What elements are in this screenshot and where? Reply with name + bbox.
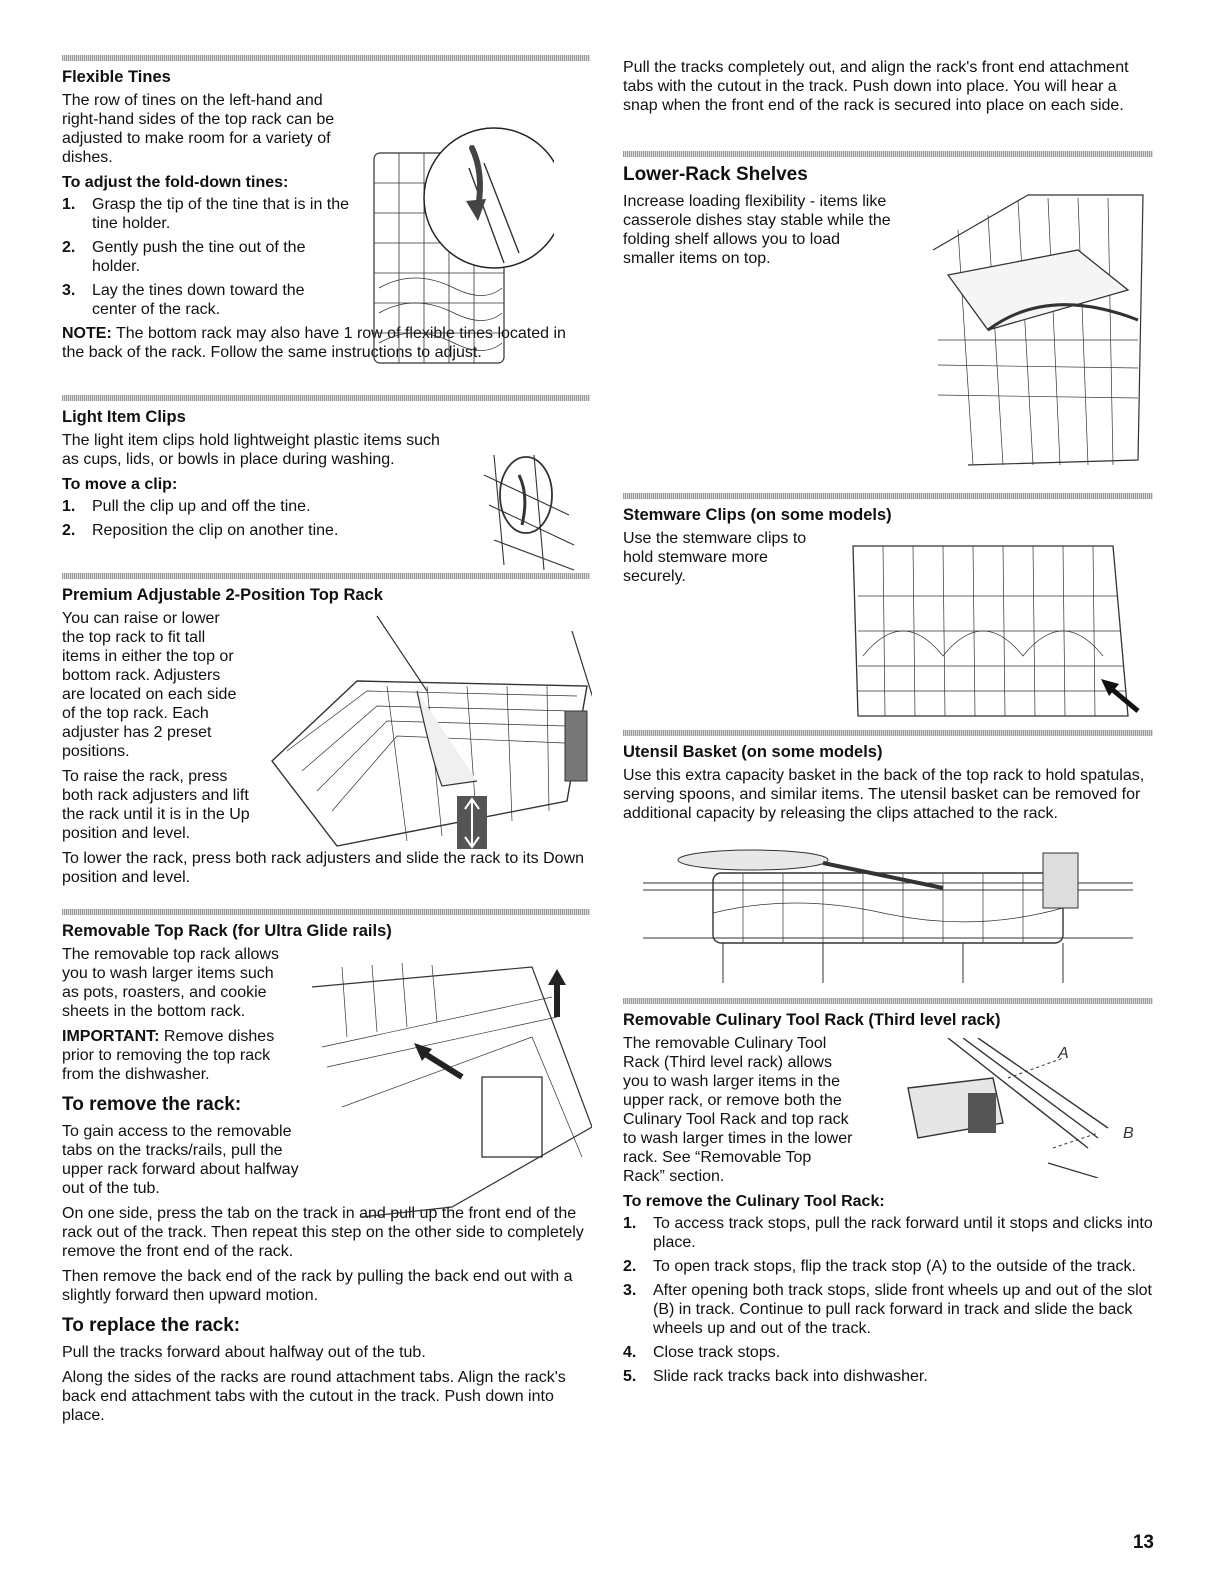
- intro-text: The row of tines on the left-hand and right-hand sides of the top rack can be adjusted to make room for a variety of dishes.: [62, 92, 335, 166]
- paragraph-align-front: Pull the tracks completely out, and align the rack's front end attachment tabs with the cutout in the track. Push down into place. You will hear a snap when the front end of the rack is secured into place on each side.: [623, 59, 1129, 114]
- paragraph-press-tab: On one side, press the tab on the track in and pull up the front end of the rack out of the track. Then repeat this step on the other side to completely remove the front end of the rack.: [62, 1205, 584, 1260]
- list-item: 4. Close track stops.: [623, 1344, 781, 1361]
- section-utensil-basket: [623, 730, 1153, 829]
- page-number: 13: [1132, 1532, 1154, 1553]
- remove-heading: To remove the rack:: [62, 1094, 242, 1115]
- track-stop-illustration: [898, 1038, 1138, 1178]
- paragraph-raise: To raise the rack, press both rack adjusters and lift the rack until it is in the Up position and level.: [62, 768, 250, 842]
- list-item: 3. Lay the tines down toward the center of the rack.: [62, 282, 305, 318]
- section-title: Stemware Clips (on some models): [623, 506, 892, 524]
- replace-heading: To replace the rack:: [62, 1315, 241, 1336]
- subtitle: To move a clip:: [62, 476, 178, 493]
- paragraph-access: To gain access to the removable tabs on the tracks/rails, pull the upper rack forward about halfway out of the tub.: [62, 1123, 299, 1197]
- tines-illustration: [354, 113, 554, 378]
- paragraph-culinary: The removable Culinary Tool Rack (Third level rack) allows you to wash larger items in the upper rack, or remove both the Culinary Tool Rack and top rack to wash larger times in the lower rack. See “Removable Top Rack” section.: [623, 1035, 853, 1185]
- label-a: A: [1058, 1045, 1069, 1062]
- section-title: Removable Culinary Tool Rack (Third level rack): [623, 1011, 1001, 1029]
- paragraph-pull-tracks: Pull the tracks forward about halfway out of the tub.: [62, 1344, 426, 1361]
- paragraph-utensil: Use this extra capacity basket in the back of the top rack to hold spatulas, serving spoons, and similar items. The utensil basket can be removed for additional capacity by releasing the clips attached to the rack.: [623, 767, 1145, 822]
- note-text: NOTE: The bottom rack may also have 1 row of flexible tines located in the back of the rack. Follow the same instructions to adjust.: [62, 325, 566, 361]
- label-b: B: [1123, 1125, 1134, 1142]
- list-item: 2. Gently push the tine out of the holder.: [62, 239, 306, 275]
- removable-rack-illustration: [302, 957, 592, 1227]
- paragraph-adjust: You can raise or lower the top rack to fit tall items in either the top or bottom rack. Adjusters are located on each side of the top rack. Each adjuster has 2 preset positions.: [62, 610, 237, 760]
- list-item: 1. Grasp the tip of the tine that is in the tine holder.: [62, 196, 350, 232]
- paragraph-shelves: Increase loading flexibility - items like casserole dishes stay stable while the folding shelf allows you to load smaller items on top.: [623, 193, 891, 267]
- section-divider: [62, 395, 590, 401]
- list-item: 1. To access track stops, pull the rack forward until it stops and clicks into place.: [623, 1215, 1153, 1251]
- section-divider: [623, 998, 1153, 1004]
- section-divider: [623, 151, 1153, 157]
- section-title: Light Item Clips: [62, 408, 186, 426]
- paragraph-stemware: Use the stemware clips to hold stemware more securely.: [623, 530, 807, 585]
- important-text: IMPORTANT: Remove dishes prior to removing the top rack from the dishwasher.: [62, 1028, 275, 1083]
- clip-illustration: [474, 445, 584, 573]
- list-item: 1. Pull the clip up and off the tine.: [62, 498, 311, 515]
- section-title: Utensil Basket (on some models): [623, 743, 883, 761]
- paragraph-back-end: Then remove the back end of the rack by pulling the back end out with a slightly forward then upward motion.: [62, 1268, 573, 1304]
- list-item: 3. After opening both track stops, slide front wheels up and out of the slot (B) in track. Continue to pull rack forward in track and slide the back wheels up and out of the track.: [623, 1282, 1152, 1337]
- adjustable-rack-illustration: [267, 611, 592, 849]
- stemware-rack-illustration: [843, 536, 1148, 721]
- section-title: Premium Adjustable 2-Position Top Rack: [62, 586, 383, 604]
- section-title: Lower-Rack Shelves: [623, 164, 808, 185]
- section-title: Removable Top Rack (for Ultra Glide rails): [62, 922, 392, 940]
- section-divider: [62, 55, 590, 61]
- paragraph-lower: To lower the rack, press both rack adjusters and slide the rack to its Down position and level.: [62, 850, 585, 886]
- section-divider: [62, 573, 590, 579]
- list-item: 5. Slide rack tracks back into dishwasher.: [623, 1368, 928, 1385]
- subtitle: To adjust the fold-down tines:: [62, 174, 289, 191]
- paragraph-intro: The removable top rack allows you to wash larger items such as pots, roasters, and cookie sheets in the bottom rack.: [62, 946, 279, 1020]
- subtitle: To remove the Culinary Tool Rack:: [623, 1193, 885, 1210]
- steps-list: [62, 195, 352, 319]
- utensil-basket-illustration: [643, 848, 1133, 983]
- list-item: 2. To open track stops, flip the track stop (A) to the outside of the track.: [623, 1258, 1136, 1275]
- section-divider: [623, 493, 1153, 499]
- paragraph-align-back: Along the sides of the racks are round attachment tabs. Align the rack's back end attachment tabs with the cutout in the track. Push down into place.: [62, 1369, 566, 1424]
- intro-text: The light item clips hold lightweight plastic items such as cups, lids, or bowls in place during washing.: [62, 432, 440, 468]
- steps-list: [623, 1214, 1153, 1386]
- section-divider: [62, 909, 590, 915]
- section-title: Flexible Tines: [62, 68, 171, 86]
- lower-rack-shelf-illustration: [928, 190, 1148, 470]
- section-divider: [623, 730, 1153, 736]
- list-item: 2. Reposition the clip on another tine.: [62, 522, 339, 539]
- paragraph-align-front-wrapper: [623, 58, 1153, 121]
